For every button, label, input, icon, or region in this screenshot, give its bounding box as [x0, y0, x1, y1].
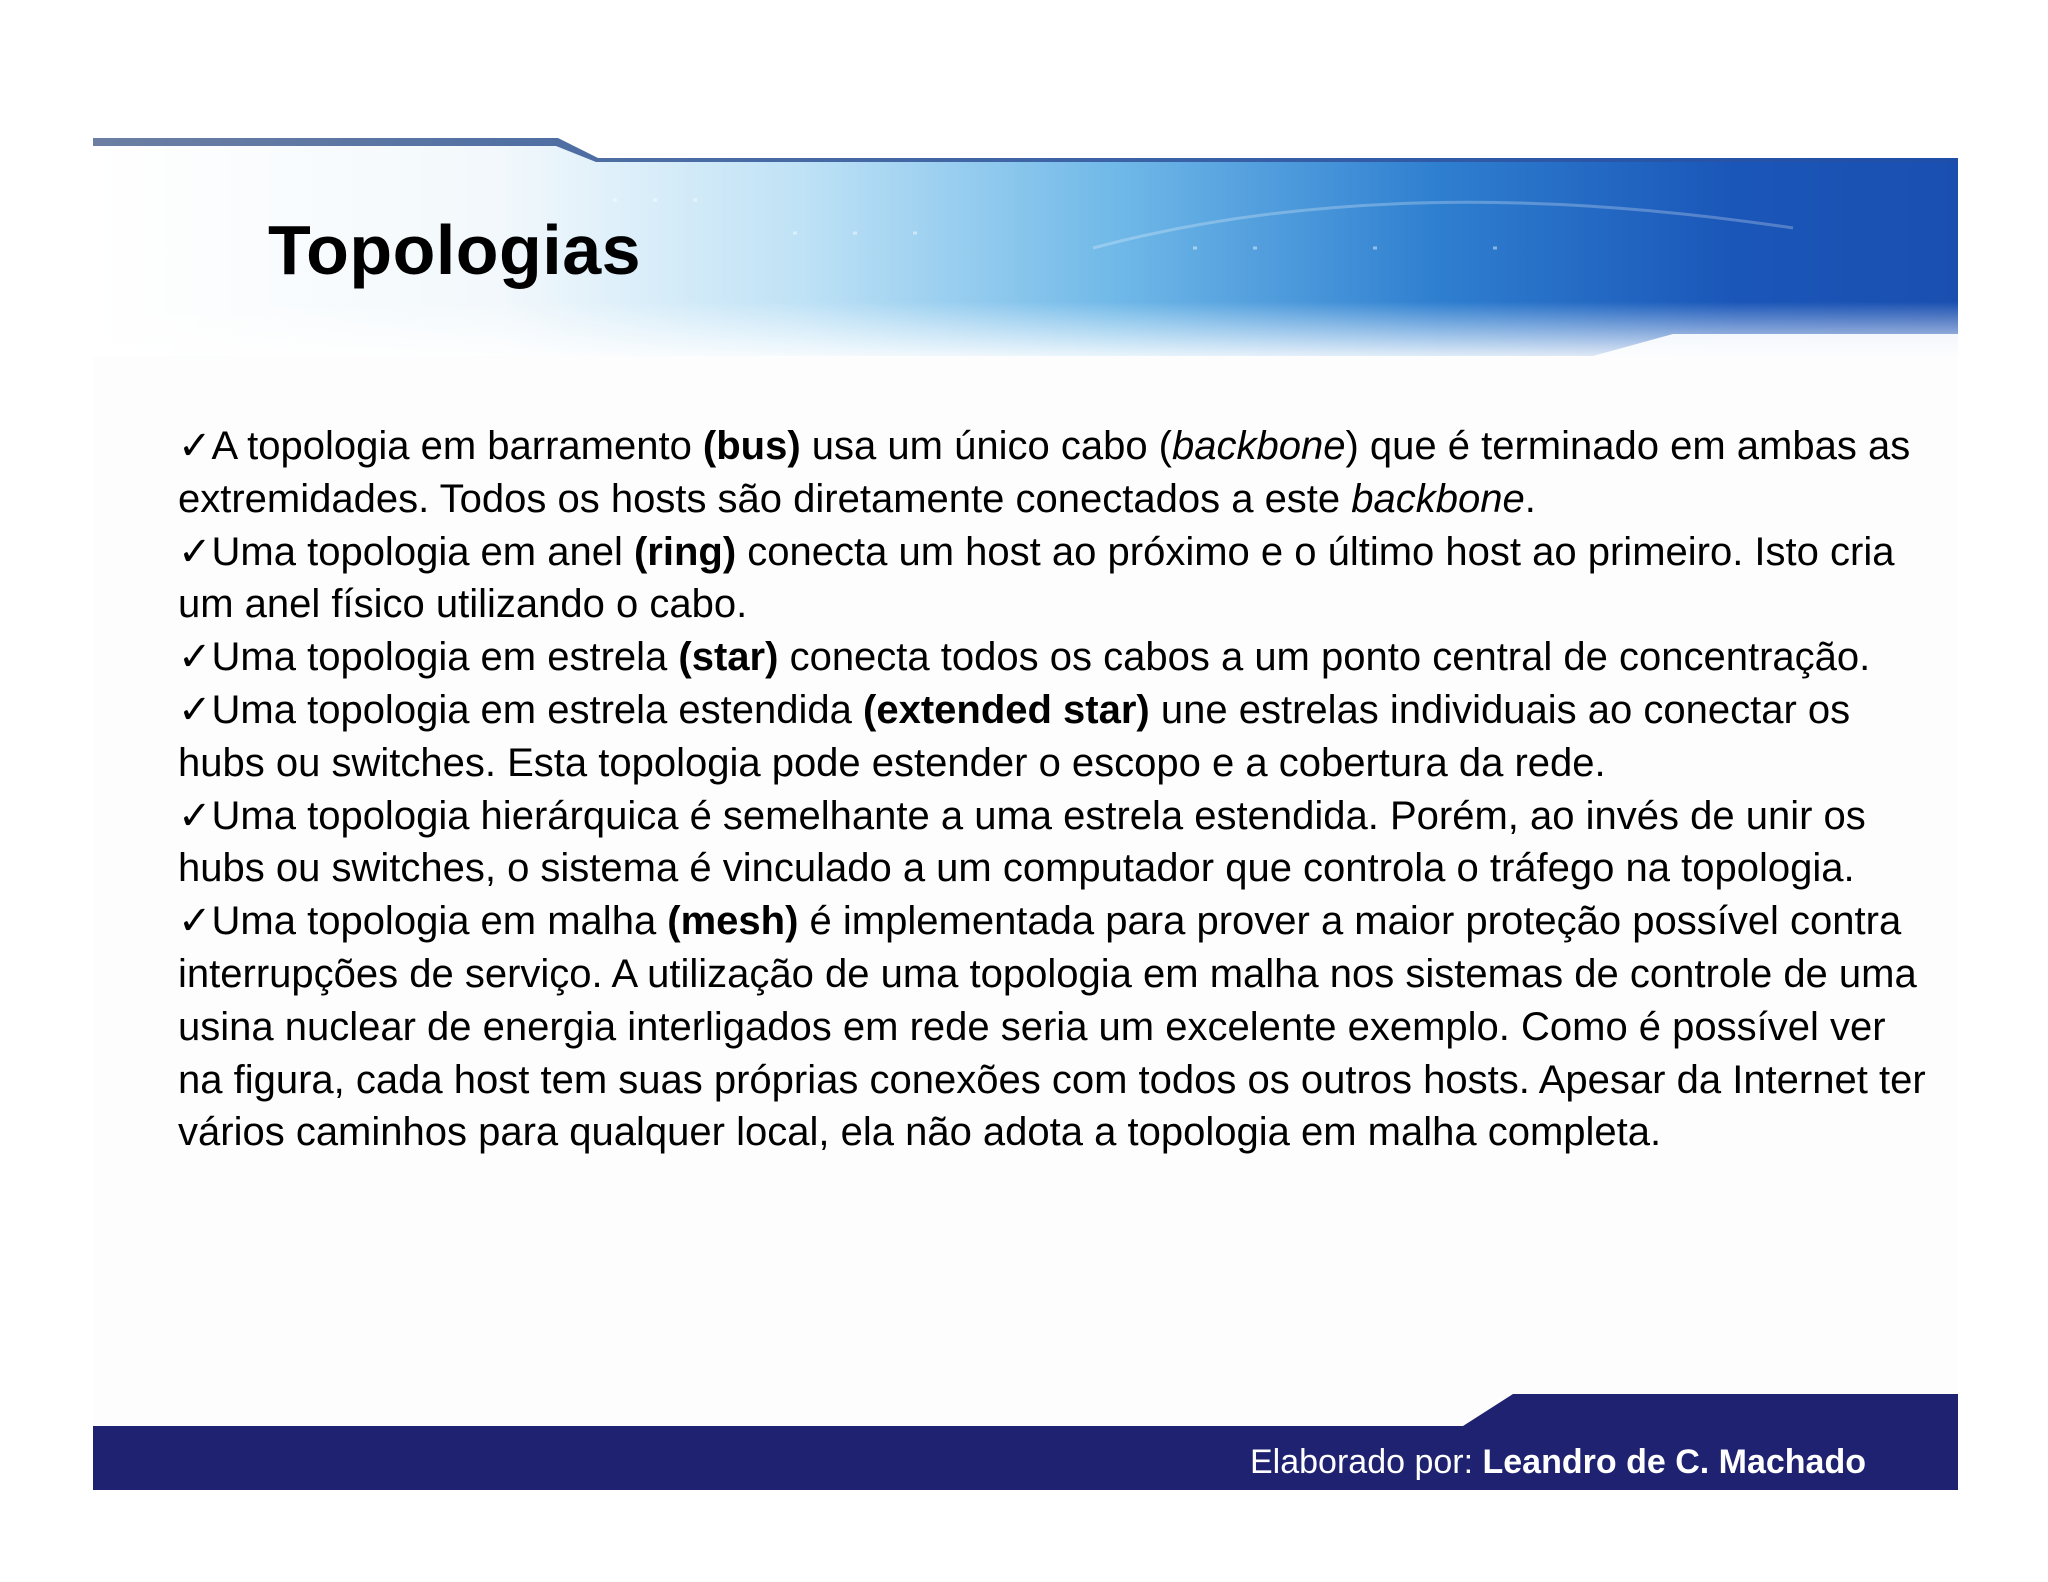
list-item: ✓Uma topologia em estrela estendida (extended star) une estrelas individuais ao conectar os hubs ou switches. Esta topologia pode estender o escopo e a cobertura da rede. [178, 687, 1851, 785]
list-item: ✓Uma topologia em malha (mesh) é implementada para prover a maior proteção possível contra interrupções de serviço. A utilização de uma topologia em malha nos sistemas de controle de uma usina nuclear de energia interligados em rede seria um excelente exemplo. Como é possível ver na figura, cada host tem suas próprias conexões com todos os outros hosts. Apesar da Internet ter vários caminhos para qualquer local, ela não adota a topologia em malha completa. [178, 899, 1926, 1155]
slide [93, 138, 1958, 1490]
check-icon: ✓ [178, 529, 212, 574]
footer-credit [1250, 1443, 1866, 1482]
list-item: ✓Uma topologia em anel (ring) conecta um host ao próximo e o último host ao primeiro. Isto cria um anel físico utilizando o cabo. [178, 529, 1895, 627]
bullet-list [178, 420, 1938, 1159]
check-icon: ✓ [178, 424, 212, 468]
check-icon: ✓ [178, 687, 212, 732]
list-item: ✓Uma topologia hierárquica é semelhante a uma estrela estendida. Porém, ao invés de unir os hubs ou switches, o sistema é vinculado a um computador que controla o tráfego na topologia. [178, 793, 1866, 891]
check-icon: ✓ [178, 899, 212, 944]
footer-author: Leandro de C. Machado [1482, 1443, 1866, 1481]
footer-label: Elaborado por: [1250, 1443, 1483, 1481]
list-item: ✓A topologia em barramento (bus) usa um único cabo (backbone) que é terminado em ambas as extremidades. Todos os hosts são diretamente conectados a este backbone. [178, 424, 1911, 521]
list-item: ✓Uma topologia em estrela (star) conecta todos os cabos a um ponto central de concentração. [178, 635, 1871, 680]
check-icon: ✓ [178, 793, 212, 838]
slide-title: Topologias [268, 211, 642, 289]
check-icon: ✓ [178, 635, 212, 680]
